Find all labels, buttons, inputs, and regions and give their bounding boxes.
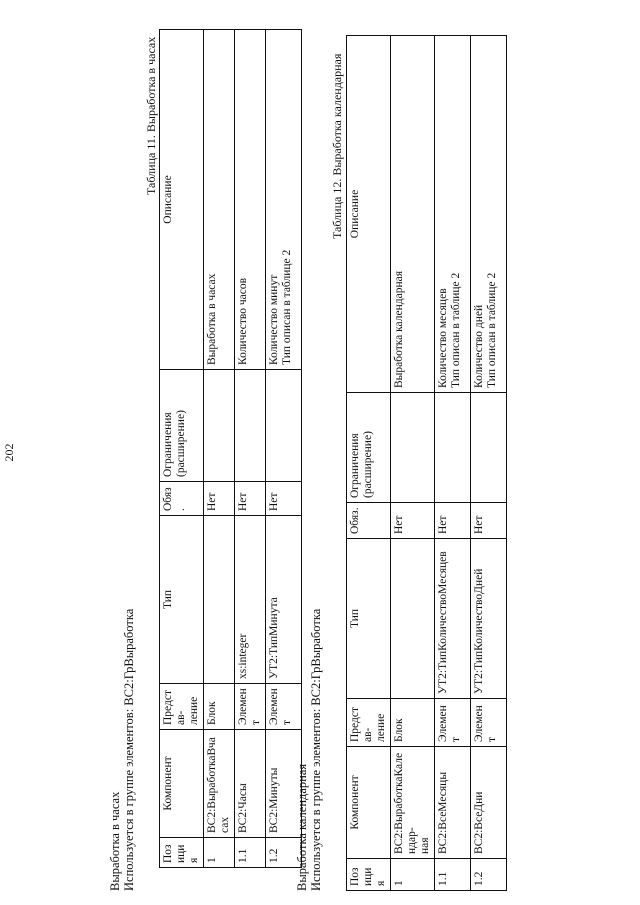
col-header-representation: Представ- ление: [347, 699, 391, 747]
cell-position: 1: [391, 859, 435, 891]
cell-position: 1.2: [266, 838, 302, 868]
cell-component: ВС2:Минуты: [266, 730, 302, 838]
cell-restrictions: [235, 370, 266, 482]
cell-component: ВС2:ВсеМесяцы: [435, 747, 471, 859]
table-row: [471, 36, 507, 891]
cell-required: Нет: [435, 503, 471, 539]
col-header-description: Описание: [160, 30, 204, 370]
cell-restrictions: [204, 370, 235, 482]
cell-representation: Элемент: [435, 699, 471, 747]
cell-description: Количество часов: [235, 30, 266, 370]
cell-type: УТ2:ТипКоличествоМесяцев: [435, 539, 471, 699]
cell-required: Нет: [235, 482, 266, 516]
cell-description: Количество дней Тип описан в таблице 2: [471, 36, 507, 393]
col-header-representation: Представ- ление: [160, 684, 204, 730]
section2-caption: Таблица 12. Выработка календарная: [330, 53, 344, 239]
col-header-component: Компонент: [160, 730, 204, 838]
cell-position: 1.1: [235, 838, 266, 868]
cell-type: [204, 516, 235, 684]
cell-representation: Элемент: [471, 699, 507, 747]
cell-type: УТ2:ТипКоличествоДней: [471, 539, 507, 699]
col-header-restrictions: Ограничения (расширение): [160, 370, 204, 482]
col-header-required: Обяз.: [347, 503, 391, 539]
cell-position: 1.1: [435, 859, 471, 891]
section1-title: Выработка в часах: [108, 791, 122, 891]
cell-representation: Блок: [204, 684, 235, 730]
table-row: [235, 30, 266, 868]
cell-representation: Блок: [391, 699, 435, 747]
cell-restrictions: [435, 393, 471, 503]
cell-description: Выработка в часах: [204, 30, 235, 370]
table-12: [346, 35, 507, 891]
cell-component: ВС2:ВыработкаВчасах: [204, 730, 235, 838]
cell-description: Количество минут Тип описан в таблице 2: [266, 30, 302, 370]
cell-required: Нет: [391, 503, 435, 539]
section2-subtitle: Используется в группе элементов: ВС2:ГрВыработка: [309, 608, 323, 891]
cell-restrictions: [266, 370, 302, 482]
col-header-type: Тип: [160, 516, 204, 684]
cell-restrictions: [471, 393, 507, 503]
cell-component: ВС2:ВсеДни: [471, 747, 507, 859]
cell-component: ВС2:Часы: [235, 730, 266, 838]
cell-required: Нет: [204, 482, 235, 516]
table-12-header-row: [347, 36, 391, 891]
col-header-position: Позиция: [347, 859, 391, 891]
cell-representation: Элемент: [266, 684, 302, 730]
cell-component: ВС2:ВыработкаКалендар- ная: [391, 747, 435, 859]
cell-restrictions: [391, 393, 435, 503]
page-number: 202: [2, 443, 16, 462]
col-header-position: Позиция: [160, 838, 204, 868]
cell-description: Выработка календарная: [391, 36, 435, 393]
cell-type: УТ2:ТипМинута: [266, 516, 302, 684]
table-11: [159, 29, 302, 868]
col-header-restrictions: Ограничения (расширение): [347, 393, 391, 503]
cell-required: Нет: [266, 482, 302, 516]
table-row: [391, 36, 435, 891]
table-row: [204, 30, 235, 868]
cell-type: [391, 539, 435, 699]
col-header-component: Компонент: [347, 747, 391, 859]
cell-description: Количество месяцев Тип описан в таблице 2: [435, 36, 471, 393]
table-row: [266, 30, 302, 868]
section2-title: Выработка календарная: [295, 763, 309, 891]
cell-required: Нет: [471, 503, 507, 539]
table-11-header-row: [160, 30, 204, 868]
section1-caption: Таблица 11. Выработка в часах: [144, 36, 158, 195]
cell-representation: Элемент: [235, 684, 266, 730]
table-row: [435, 36, 471, 891]
col-header-required: Обяз.: [160, 482, 204, 516]
col-header-description: Описание: [347, 36, 391, 393]
cell-position: 1: [204, 838, 235, 868]
cell-position: 1.2: [471, 859, 507, 891]
section1-subtitle: Используется в группе элементов: ВС2:ГрВыработка: [122, 608, 136, 891]
cell-type: xs:integer: [235, 516, 266, 684]
col-header-type: Тип: [347, 539, 391, 699]
